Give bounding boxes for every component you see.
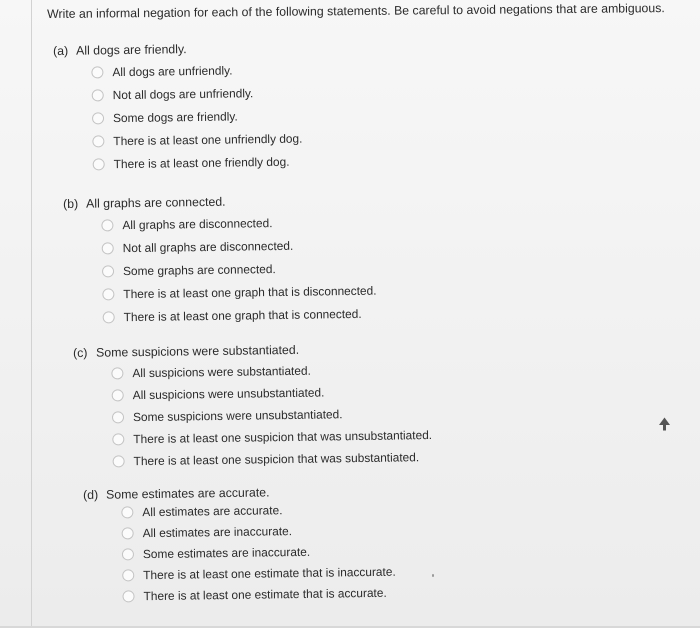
option-c-4[interactable] <box>112 426 432 448</box>
option-label: There is at least one estimate that is inaccurate. <box>143 564 396 583</box>
radio-button[interactable] <box>112 389 124 401</box>
option-a-5[interactable] <box>93 153 290 174</box>
option-d-1[interactable] <box>121 501 282 521</box>
option-label: Some suspicions were unsubstantiated. <box>132 407 343 425</box>
option-b-4[interactable] <box>102 282 376 304</box>
option-a-3[interactable] <box>92 107 238 127</box>
question-d-statement: Some estimates are accurate. <box>106 485 270 502</box>
option-b-5[interactable] <box>103 305 362 327</box>
option-b-2[interactable] <box>102 237 294 258</box>
question-c-prompt <box>73 342 299 361</box>
radio-button[interactable] <box>92 135 104 147</box>
question-d-prompt <box>83 484 270 503</box>
option-b-1[interactable] <box>101 214 272 234</box>
radio-button[interactable] <box>112 411 124 423</box>
option-b-3[interactable] <box>102 260 276 280</box>
option-label: There is at least one graph that is connected. <box>123 306 362 325</box>
radio-button[interactable] <box>92 89 104 101</box>
option-label: All graphs are disconnected. <box>122 216 273 233</box>
option-label: All estimates are inaccurate. <box>142 524 293 541</box>
question-d-tag: (d) <box>83 487 99 502</box>
question-a-tag: (a) <box>53 43 69 58</box>
radio-button[interactable] <box>102 288 114 300</box>
option-d-4[interactable] <box>122 563 396 585</box>
option-label: All estimates are accurate. <box>142 503 283 520</box>
option-label: Some dogs are friendly. <box>112 109 238 126</box>
option-label: There is at least one friendly dog. <box>113 154 290 172</box>
option-label: There is at least one graph that is disconnected. <box>123 283 377 302</box>
option-c-2[interactable] <box>112 383 325 404</box>
option-label: There is at least one suspicion that was substantiated. <box>133 450 420 469</box>
radio-button[interactable] <box>92 112 104 124</box>
radio-button[interactable] <box>122 569 134 581</box>
radio-button[interactable] <box>122 548 134 560</box>
option-label: Some graphs are connected. <box>122 262 276 279</box>
option-label: All suspicions were substantiated. <box>132 363 311 381</box>
radio-button[interactable] <box>101 219 113 231</box>
radio-button[interactable] <box>122 590 134 602</box>
option-label: There is at least one estimate that is accurate. <box>143 585 387 604</box>
option-c-5[interactable] <box>113 448 420 470</box>
mouse-pointer-icon <box>659 417 671 431</box>
option-label: All dogs are unfriendly. <box>112 63 233 80</box>
option-label: There is at least one suspicion that was unsubstantiated. <box>133 427 433 447</box>
question-b-statement: All graphs are connected. <box>86 194 226 211</box>
option-a-4[interactable] <box>92 130 302 151</box>
radio-button[interactable] <box>122 527 134 539</box>
radio-button[interactable] <box>103 311 115 323</box>
option-label: Not all dogs are unfriendly. <box>112 86 254 103</box>
option-a-2[interactable] <box>92 84 254 104</box>
question-b <box>63 190 483 325</box>
radio-button[interactable] <box>102 242 114 254</box>
question-d <box>83 481 503 604</box>
option-label: There is at least one unfriendly dog. <box>113 131 303 149</box>
radio-button[interactable] <box>93 158 105 170</box>
radio-button[interactable] <box>113 455 125 467</box>
radio-button[interactable] <box>91 66 103 78</box>
option-d-2[interactable] <box>122 522 293 542</box>
question-a <box>53 37 473 172</box>
option-c-1[interactable] <box>111 362 311 383</box>
option-d-3[interactable] <box>122 543 310 564</box>
radio-button[interactable] <box>111 367 123 379</box>
option-label: All suspicions were unsubstantiated. <box>132 385 325 403</box>
page-left-border <box>31 0 32 628</box>
question-c <box>73 339 493 469</box>
question-a-statement: All dogs are friendly. <box>76 42 187 58</box>
radio-button[interactable] <box>102 265 114 277</box>
question-c-statement: Some suspicions were substantiated. <box>96 342 300 360</box>
screen-speck <box>432 574 434 577</box>
question-b-tag: (b) <box>63 196 79 211</box>
option-a-1[interactable] <box>91 61 232 81</box>
option-d-5[interactable] <box>122 584 386 606</box>
instruction-text: Write an informal negation for each of the following statements. Be careful to avoid negations that are ambiguous. <box>47 1 665 21</box>
radio-button[interactable] <box>121 506 133 518</box>
option-label: Not all graphs are disconnected. <box>122 238 294 256</box>
option-c-3[interactable] <box>112 405 343 426</box>
question-b-prompt <box>63 194 226 212</box>
question-c-tag: (c) <box>73 345 88 360</box>
question-a-prompt <box>53 41 187 59</box>
radio-button[interactable] <box>112 433 124 445</box>
option-label: Some estimates are inaccurate. <box>142 544 311 562</box>
